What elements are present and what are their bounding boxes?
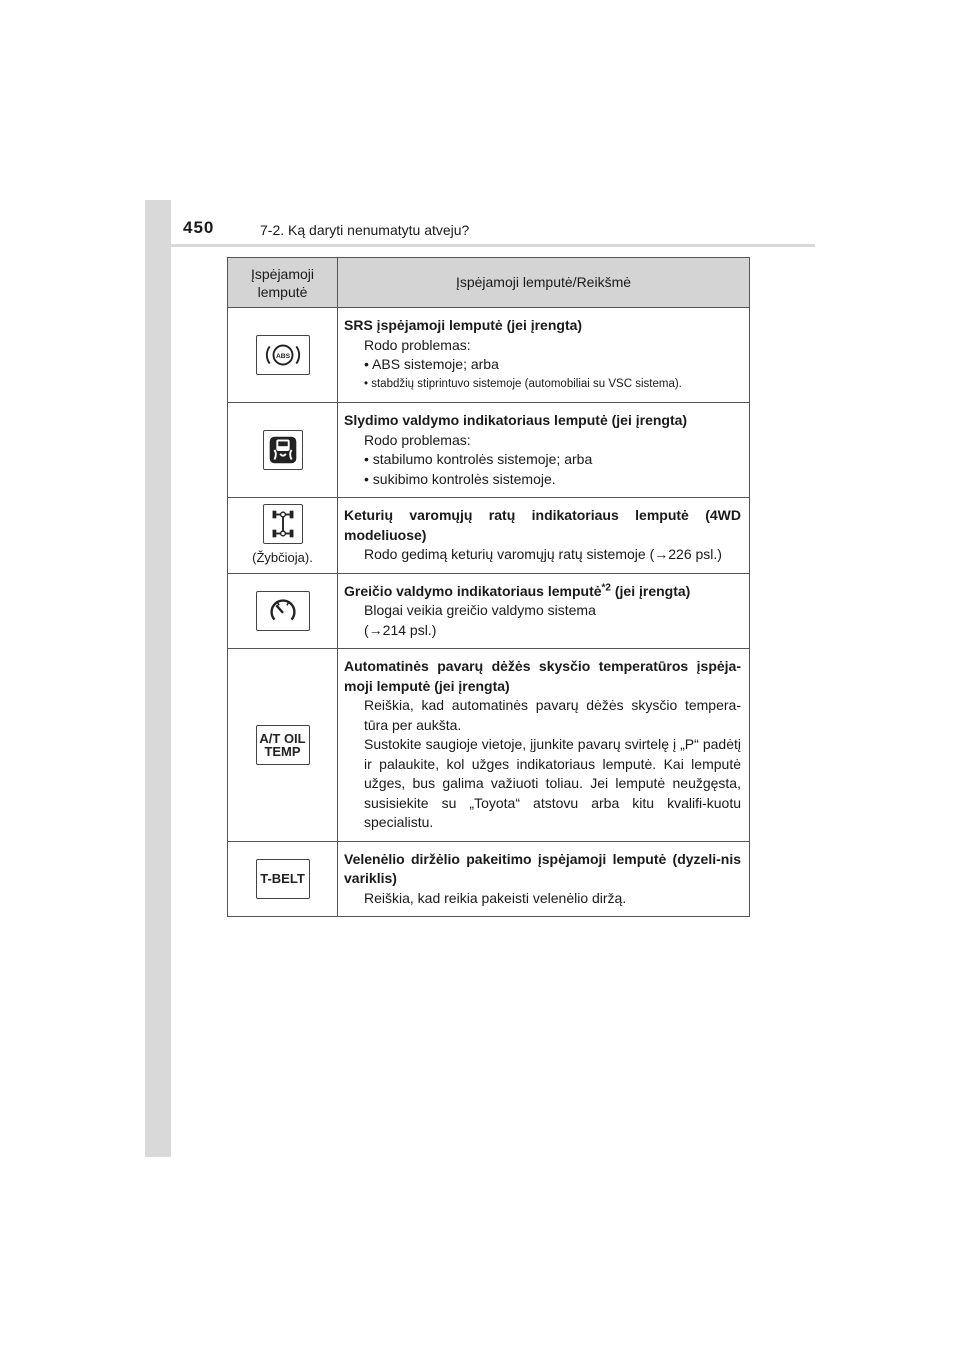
- icon-cell: [228, 403, 338, 498]
- table-row: [228, 573, 750, 649]
- row-text: Rodo gedimą keturių varomųjų ratų sistemoje (→226 psl.): [364, 546, 722, 562]
- table-row: [228, 841, 750, 917]
- bullet-item: • stabilumo kontrolės sistemoje; arba: [364, 451, 593, 467]
- description-cell: [338, 403, 750, 498]
- slip-indicator-icon: [263, 430, 303, 470]
- icon-cell: [228, 498, 338, 574]
- column-header-meaning: Įspėjamoji lemputė/Reikšmė: [338, 258, 750, 308]
- description-cell: [338, 573, 750, 649]
- row-text: Sustokite saugioje vietoje, įjunkite pavarų svirtelę į „P“ padėtį ir palaukite, kol užges indikatoriaus lemputė. Kai lemputė užges, bus galima važiuoti toliau. Jei lemputė neužgęsta, susisiekite su „Toyota“ atstovu arba kitu kvalifi-kuotu specialistu.: [364, 736, 741, 830]
- description-cell: [338, 308, 750, 403]
- row-title: Greičio valdymo indikatoriaus lemputė$^{*2}$ (jei įrengta): [344, 581, 691, 599]
- table-row: [228, 498, 750, 574]
- row-title: Velenėlio diržėlio pakeitimo įspėjamoji lemputė (dyzeli-nis variklis): [344, 850, 741, 886]
- abs-icon-label: ABS: [275, 352, 290, 360]
- table-row: [228, 403, 750, 498]
- table-row: [228, 308, 750, 403]
- page-header: [145, 200, 815, 244]
- bullet-item: • sukibimo kontrolės sistemoje.: [364, 470, 556, 487]
- cruise-control-icon: [256, 591, 310, 631]
- row-title: Keturių varomųjų ratų indikatoriaus lemputė (4WD modeliuose): [344, 507, 741, 543]
- table-row: [228, 649, 750, 842]
- description-cell: [338, 498, 750, 574]
- row-title: SRS įspėjamoji lemputė (jei įrengta): [344, 317, 583, 333]
- row-title: Automatinės pavarų dėžės skysčio temperatūros įspėja-moji lemputė (jei įrengta): [344, 658, 741, 694]
- table-header-row: [228, 258, 750, 308]
- bullet-item: • ABS sistemoje; arba: [364, 356, 499, 372]
- column-header-light: Įspėjamoji lemputė: [228, 258, 338, 308]
- row-text: Rodo problemas:: [364, 336, 471, 353]
- row-text: Blogai veikia greičio valdymo sistema: [364, 602, 596, 618]
- warning-lights-table: [227, 257, 750, 917]
- icon-cell: [228, 841, 338, 917]
- row-text: (→214 psl.): [364, 621, 437, 638]
- description-cell: [338, 841, 750, 917]
- row-title: Slydimo valdymo indikatoriaus lemputė (jei įrengta): [344, 412, 688, 428]
- t-belt-icon: T-BELT: [256, 859, 310, 899]
- icon-cell: [228, 573, 338, 649]
- row-text: Reiškia, kad reikia pakeisti velenėlio diržą.: [364, 889, 627, 906]
- blinking-note: (Žybčioja).: [252, 549, 313, 565]
- bullet-item: • stabdžių stiprintuvo sistemoje (automobiliai su VSC sistema).: [364, 377, 682, 390]
- description-cell: [338, 649, 750, 842]
- side-tab-bar: [145, 200, 171, 1157]
- page-number: 450: [183, 218, 215, 237]
- at-oil-temp-icon: A/T OIL TEMP: [256, 725, 310, 765]
- icon-cell: [228, 649, 338, 842]
- row-text: Rodo problemas:: [364, 431, 471, 448]
- icon-cell: [228, 308, 338, 403]
- 4wd-drivetrain-icon: [263, 504, 303, 544]
- row-text: Reiškia, kad automatinės pavarų dėžės skysčio tempera-tūra per aukšta.: [364, 697, 741, 733]
- abs-icon: [256, 335, 310, 375]
- header-divider: [145, 244, 815, 247]
- section-title: 7-2. Ką daryti nenumatytu atveju?: [260, 222, 470, 238]
